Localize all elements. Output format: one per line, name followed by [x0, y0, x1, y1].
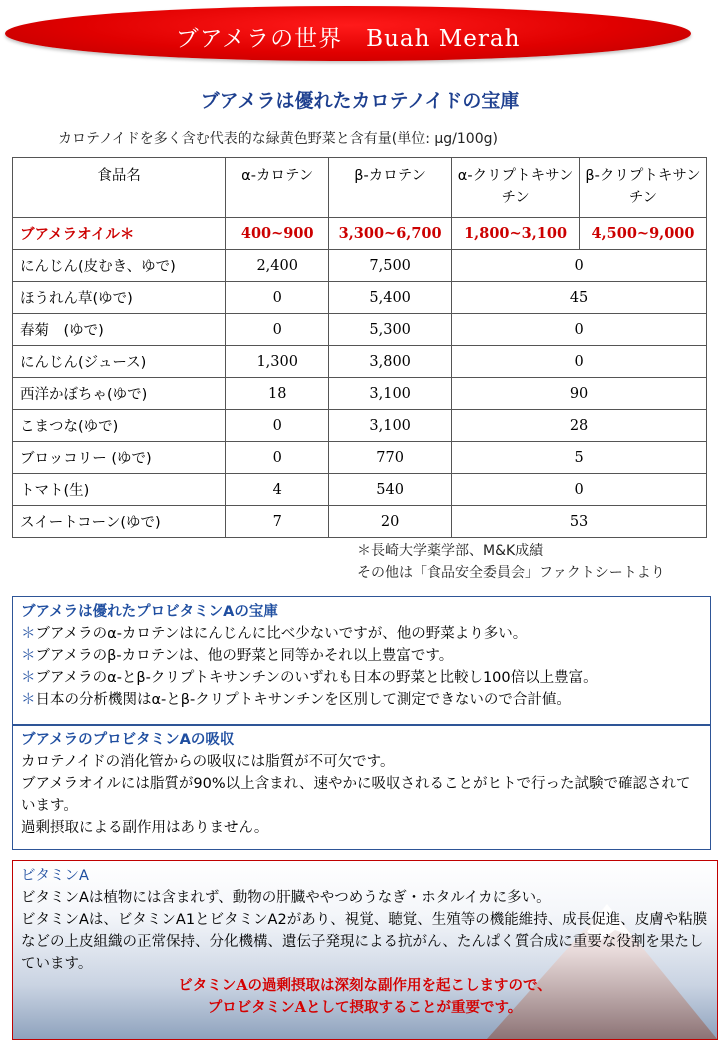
cell-name: こまつな(ゆで) — [13, 410, 226, 442]
cell-name: ほうれん草(ゆで) — [13, 282, 226, 314]
cell-beta-carotene: 5,400 — [329, 282, 452, 314]
table-row — [13, 442, 707, 474]
cell-beta-carotene: 20 — [329, 506, 452, 538]
cell-alpha-carotene: 4 — [226, 474, 329, 506]
table-row — [13, 314, 707, 346]
header-food-name: 食品名 — [13, 158, 226, 218]
cell-alpha-carotene: 0 — [226, 410, 329, 442]
cell-beta-carotene: 3,100 — [329, 410, 452, 442]
absorption-box — [12, 724, 711, 850]
cell-beta-carotene: 3,100 — [329, 378, 452, 410]
cell-beta-cryptoxanthin: 4,500~9,000 — [580, 218, 707, 250]
cell-alpha-carotene: 7 — [226, 506, 329, 538]
cell-beta-carotene: 3,800 — [329, 346, 452, 378]
box-line: 過剰摂取による副作用はありません。 — [21, 820, 269, 836]
cell-name: にんじん(皮むき、ゆで) — [13, 250, 226, 282]
table-row — [13, 474, 707, 506]
box-bullet: ＊日本の分析機関はα-とβ-クリプトキサンチンを区別して測定できないので合計値。 — [21, 692, 571, 708]
box-title: ブアメラは優れたプロビタミンAの宝庫 — [21, 604, 278, 620]
cell-cryptoxanthin-total: 53 — [452, 506, 707, 538]
note-line: その他は「食品安全委員会」ファクトシートより — [357, 565, 665, 581]
table-row — [13, 410, 707, 442]
cell-cryptoxanthin-total: 45 — [452, 282, 707, 314]
box-title: ビタミンA — [21, 868, 89, 884]
cell-alpha-carotene: 400~900 — [226, 218, 329, 250]
header-alpha-carotene: α-カロテン — [226, 158, 329, 218]
cell-name: ブアメラオイル＊ — [13, 218, 226, 250]
vitamin-a-box — [12, 860, 718, 1040]
cell-beta-carotene: 7,500 — [329, 250, 452, 282]
cell-cryptoxanthin-total: 0 — [452, 474, 707, 506]
box-title: ブアメラのプロビタミンAの吸収 — [21, 732, 235, 748]
cell-cryptoxanthin-total: 28 — [452, 410, 707, 442]
cell-beta-carotene: 3,300~6,700 — [329, 218, 452, 250]
page-heading: ブアメラは優れたカロテノイドの宝庫 — [200, 90, 520, 112]
box-line: ビタミンAは、ビタミンA1とビタミンA2があり、視覚、聴覚、生殖等の機能維持、成長促進、皮膚や粘膜などの上皮組織の正常保持、分化機構、遺伝子発現による抗がん、たんぱく質合成に重要な役割を果たしています。 — [21, 912, 708, 972]
cell-name: トマト(生) — [13, 474, 226, 506]
cell-beta-carotene: 5,300 — [329, 314, 452, 346]
note-line: ＊長崎大学薬学部、M&K成績 — [357, 543, 544, 559]
table-row — [13, 506, 707, 538]
provitamin-a-box — [12, 596, 711, 726]
cell-cryptoxanthin-total: 0 — [452, 250, 707, 282]
box-bullet: ＊ブアメラのα-カロテンはにんじんに比べ少ないですが、他の野菜より多い。 — [21, 626, 528, 642]
table-row — [13, 346, 707, 378]
table-row — [13, 282, 707, 314]
cell-name: 春菊 (ゆで) — [13, 314, 226, 346]
cell-beta-carotene: 770 — [329, 442, 452, 474]
header-alpha-cryptoxanthin: α-クリプトキサンチン — [452, 158, 580, 218]
cell-beta-carotene: 540 — [329, 474, 452, 506]
header-beta-carotene: β-カロテン — [329, 158, 452, 218]
cell-alpha-carotene: 18 — [226, 378, 329, 410]
warning-line: プロビタミンAとして摂取することが重要です。 — [207, 999, 523, 1016]
table-header-row — [13, 158, 707, 218]
cell-name: ブロッコリー (ゆで) — [13, 442, 226, 474]
cell-name: 西洋かぼちゃ(ゆで) — [13, 378, 226, 410]
cell-cryptoxanthin-total: 90 — [452, 378, 707, 410]
box-line: ブアメラオイルには脂質が90%以上含まれ、速やかに吸収されることがヒトで行った試験で確認されています。 — [21, 776, 691, 814]
warning-line: ビタミンAの過剰摂取は深刻な副作用を起こしますので、 — [178, 977, 552, 994]
cell-cryptoxanthin-total: 0 — [452, 314, 707, 346]
box-bullet: ＊ブアメラのβ-カロテンは、他の野菜と同等かそれ以上豊富です。 — [21, 648, 454, 664]
cell-name: にんじん(ジュース) — [13, 346, 226, 378]
cell-alpha-carotene: 2,400 — [226, 250, 329, 282]
cell-alpha-carotene: 0 — [226, 314, 329, 346]
cell-name: スイートコーン(ゆで) — [13, 506, 226, 538]
cell-alpha-carotene: 1,300 — [226, 346, 329, 378]
table-row — [13, 250, 707, 282]
title-banner — [5, 6, 691, 61]
cell-alpha-cryptoxanthin: 1,800~3,100 — [452, 218, 580, 250]
carotenoid-table — [12, 157, 707, 538]
box-bullet: ＊ブアメラのα-とβ-クリプトキサンチンのいずれも日本の野菜と比較し100倍以上豊富。 — [21, 670, 598, 686]
cell-alpha-carotene: 0 — [226, 442, 329, 474]
header-beta-cryptoxanthin: β-クリプトキサンチン — [580, 158, 707, 218]
source-notes — [357, 540, 665, 584]
table-row-buah-merah-oil — [13, 218, 707, 250]
cell-cryptoxanthin-total: 5 — [452, 442, 707, 474]
table-caption: カロテノイドを多く含む代表的な緑黄色野菜と含有量(単位: μg/100g) — [58, 131, 498, 147]
table-row — [13, 378, 707, 410]
banner-title: ブアメラの世界 Buah Merah — [175, 26, 521, 52]
cell-alpha-carotene: 0 — [226, 282, 329, 314]
box-line: カロテノイドの消化管からの吸収には脂質が不可欠です。 — [21, 754, 395, 770]
cell-cryptoxanthin-total: 0 — [452, 346, 707, 378]
box-line: ビタミンAは植物には含まれず、動物の肝臓ややつめうなぎ・ホタルイカに多い。 — [21, 890, 551, 906]
